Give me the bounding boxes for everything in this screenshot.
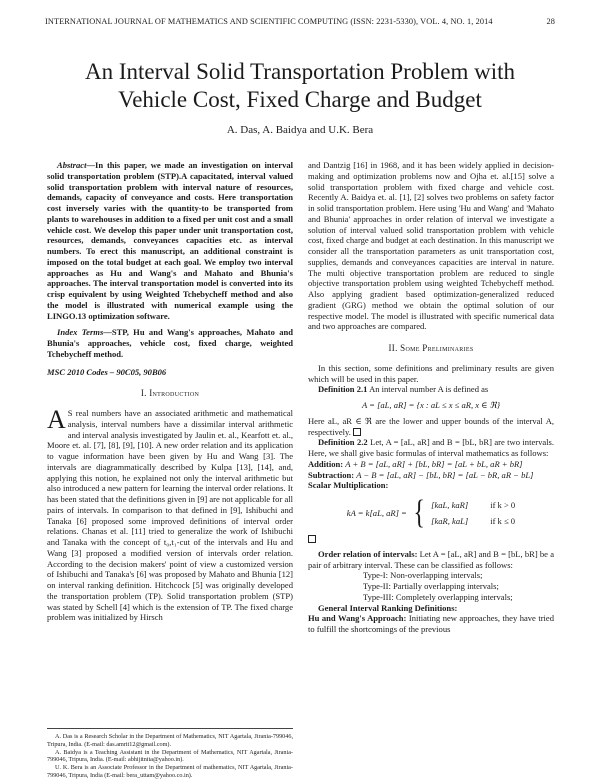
abstract-text: —In this paper, we made an investigation on interval solid transportation problem (STP).A capacitated, interval valued solid transportation problem with interval nature of resources, demands, capacity of conveyance and costs. Here transportation cost inversely varies with the quantity-to be transported from plants to warehouses in addition to a fixed per unit cost and a small vehicle cost. We develop this paper under unit transportation cost, resources, demands, conveyances capacities etc. as interval numbers. To erect this manuscript, an additional constraint is imposed on the total budget at each goal. We employ two interval approaches as Hu and Wang's and Mahato and Bhunia's approaches. The interval transportation model is converted into its crisp equivalent by using Weighted Tchebycheff method and also the model is illustrated with numerical example using the LINGO.13 optimization software. xyxy=(47,160,293,321)
scalar-case-2: [kaR, kaL] xyxy=(431,516,469,526)
index-terms-label: Index Terms xyxy=(57,327,104,338)
definition-2-2-text: Let, A = [aL, aR] and B = [bL, bR] are two intervals. Here, we shall give basic formulas of interval mathematics as follows: xyxy=(308,437,554,458)
qed-square-icon xyxy=(308,535,316,543)
scalar-cases xyxy=(431,497,515,529)
paper-title xyxy=(40,58,560,114)
section-heading-preliminaries: II. Some Preliminaries xyxy=(388,343,474,353)
addition-label: Addition: xyxy=(308,458,344,469)
drop-cap: A xyxy=(47,405,66,434)
definition-2-2-label: Definition 2.2 xyxy=(318,437,368,448)
footnote-2: A. Baidya is a Teaching Assistant in the Department of Mathematics, NIT Agartala, Jirania-799046, Tripura, India. (E-mail: abhijitnita@yahoo.in). xyxy=(47,748,293,764)
type-item-1: Type-I: Non-overlapping intervals; xyxy=(363,570,483,581)
scalar-lhs: kA = k[aL, aR] = xyxy=(346,507,407,518)
footnote-3: U. K. Bera is an Associate Professor in the Department of mathematics, NIT Agartala, Jirania-799046, Tripura, India (E-mail: bera_uttam@yahoo.co.in). xyxy=(47,764,293,779)
scalar-multiplication-label: Scalar Multiplication: xyxy=(308,480,389,491)
definition-2-1 xyxy=(308,384,554,395)
abstract xyxy=(47,160,293,321)
order-relation-label: Order relation of intervals: xyxy=(318,548,418,559)
index-terms xyxy=(47,327,293,359)
left-brace-icon: { xyxy=(413,494,425,531)
type-item-2: Type-II: Partially overlapping intervals; xyxy=(363,581,499,591)
type-item-3: Type-III: Completely overlapping intervals; xyxy=(363,591,513,602)
scalar-qed xyxy=(308,534,554,545)
order-relation xyxy=(308,549,554,571)
page-number: 28 xyxy=(546,17,555,26)
author-list: A. Das, A. Baidya and U.K. Bera xyxy=(226,124,374,136)
subtraction-formula: A − B = [aL, aR] − [bL, bR] = [aL − bR, aR − bL] xyxy=(356,469,534,480)
title-line-1: An Interval Solid Transportation Problem with xyxy=(85,59,515,84)
index-terms-text: —STP, Hu and Wang's approaches, Mahato and Bhunia's approaches, vehicle cost, fixed charge, weighted Tchebycheff method. xyxy=(47,327,293,359)
scalar-multiplication-equation xyxy=(308,496,554,530)
subtraction-label: Subtraction: xyxy=(308,469,355,480)
hu-wang-approach xyxy=(308,613,554,635)
order-relation-text: Let A = [aL, aR] and B = [bL, bR] be a pair of arbitrary interval. These can be classified as follows: xyxy=(308,548,554,570)
definition-2-1-text: An interval number A is defined as xyxy=(369,384,489,395)
equation-interval-definition: A = [aL, aR] = {x : aL ≤ x ≤ aR, x ∈ ℜ} xyxy=(361,400,501,410)
general-ranking-heading: General Interval Ranking Definitions: xyxy=(318,602,458,613)
bounds-text: Here aL, aR ∈ ℜ are the lower and upper bounds of the interval A, respectively. xyxy=(308,415,554,437)
hu-wang-text: Initiating new approaches, they have tried to fulfill the shortcomings of the previous xyxy=(308,613,554,634)
running-header xyxy=(45,17,555,26)
subtraction-rule xyxy=(308,470,554,481)
intro-text: S real numbers have an associated arithmetic and mathematical analysis, interval numbers have a dissimilar interval arithmetic and interval analysis investigated by Jaulin et. al., Kearfott et. al., Moore et. al. [7], [8], [9], [10]. A new order relation and its application to vague information have been given by Hu and Wang [3]. The intervals are diagrammatically described by Kulpa [13], [14], and, applying this notion, he explained not only the interval arithmetic but also introduced a new pattern for learning the interval order relations. It has been stated that the definitions given in [9] are not applicable for all pairs of intervals. In comparison to that defined in [9], Ishibuchi and Tanaka [6] proposed some improved definitions of interval order relations. Chanas et al. [11] tried to generalize the work of Ishibuchi and Tanaka with the concept of t₀,t₁-cut of the intervals and Hu and Wang [3] proposed a modified version of intervals order relation. According to the decision makers' point of view a customized version of Ishibuchi and Tanaka's [6] was proposed by Mahato and Bhunia [12] on interval ranking definition. Hitchcock [5] was originally developed the transportation problem (TP). Solid transportation problem (STP) was stated by Schell [4] which is the extension of TP. The fixed charge problem was initialized by Hirsch xyxy=(47,408,293,623)
section-heading-introduction: I. Introduction xyxy=(140,388,200,399)
journal-name: INTERNATIONAL JOURNAL OF MATHEMATICS AND SCIENTIFIC COMPUTING (ISSN: 2231-5330), VOL. 4, NO. 1, 2014 xyxy=(45,17,493,26)
left-column xyxy=(47,160,293,623)
abstract-label: Abstract xyxy=(57,160,87,170)
scalar-condition-2: if k ≤ 0 xyxy=(490,516,516,526)
qed-square-icon xyxy=(353,428,361,436)
addition-rule xyxy=(308,459,554,470)
addition-formula: A + B = [aL, aR] + [bL, bR] = [aL + bL, aR + bR] xyxy=(345,458,523,469)
interval-type-list xyxy=(308,570,554,602)
intro-continuation: and Dantzig [16] in 1968, and it has been widely applied in decision-making and optimization problems now and Ojha et. al.[15] solve a solid transportation problem with fixed charge and vehicle cost. Recently A. Baidya et. al. [1], [2] solves two problems on safety factor in solid transportation problem. Here using 'Hu and Wang' and 'Mahato and Bhunia' approaches in order relation of interval we investigate a solution of interval valued solid transportation problem with vehicle cost, fixed charge and budget at each destination. In this manuscript we consider all the transportation parameters as unit transportation cost, supplies, demands and conveyances capacities are interval in nature. The multi objective transportation problem are reduced to single objective transportation problem using weighted Tchebycheff method. Also applying gradient based optimization-generalized reduced gradient (GRG) method we obtain the optimal solution of our respective model. The model is illustrated with specific numerical data and two approaches are compared. xyxy=(308,160,554,332)
prelim-intro: In this section, some definitions and preliminary results are given which will be used in this paper. xyxy=(308,362,554,384)
hu-wang-label: Hu and Wang's Approach: xyxy=(308,613,407,624)
scalar-case-1: [kaL, kaR] xyxy=(431,500,469,510)
definition-2-2 xyxy=(308,437,554,459)
definition-2-1-label: Definition 2.1 xyxy=(318,384,368,395)
scalar-condition-1: if k > 0 xyxy=(490,500,516,510)
intro-paragraph xyxy=(47,405,293,623)
title-line-2: Vehicle Cost, Fixed Charge and Budget xyxy=(118,87,482,112)
footnote-1: A. Das is a Research Scholar in the Department of Mathematics, NIT Agartala, Jirania-799046, Tripura, India. (E-mail: das.amrit12@gmail.com). xyxy=(47,733,293,748)
right-column xyxy=(308,160,554,635)
footnotes xyxy=(47,728,293,780)
msc-codes: MSC 2010 Codes – 90C05, 90B06 xyxy=(47,366,167,377)
definition-2-1-bounds xyxy=(308,416,554,438)
